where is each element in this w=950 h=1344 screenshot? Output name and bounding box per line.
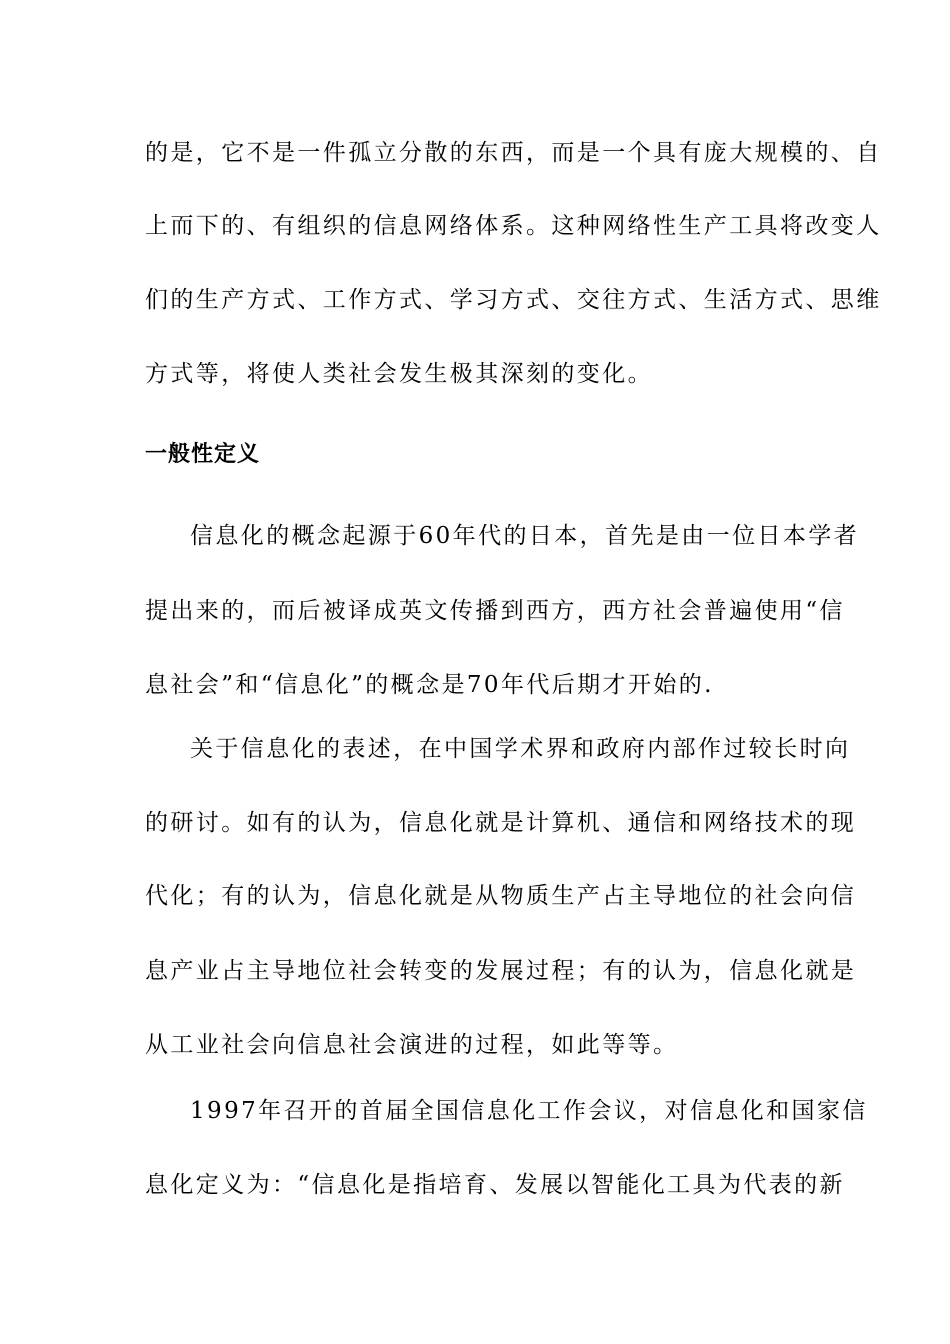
paragraph-line: 代化；有的认为，信息化就是从物质生产占主导地位的社会向信 (145, 883, 857, 909)
paragraph-line: 的研讨。如有的认为，信息化就是计算机、通信和网络技术的现 (145, 810, 857, 836)
paragraph-line: 1997年召开的首届全国信息化工作会议，对信息化和国家信 (190, 1098, 868, 1124)
paragraph-line: 息化定义为：“信息化是指培育、发展以智能化工具为代表的新 (145, 1172, 845, 1198)
paragraph-line: 从工业社会向信息社会演进的过程，如此等等。 (145, 1032, 679, 1058)
paragraph-line: 上而下的、有组织的信息网络体系。这种网络性生产工具将改变人 (145, 213, 882, 239)
paragraph-line: 信息化的概念起源于60年代的日本，首先是由一位日本学者 (190, 523, 860, 549)
paragraph-line: 关于信息化的表述，在中国学术界和政府内部作过较长时向 (190, 736, 851, 762)
paragraph-line: 提出来的，而后被译成英文传播到西方，西方社会普遍使用“信 (145, 598, 845, 624)
paragraph-line: 的是，它不是一件孤立分散的东西，而是一个具有庞大规模的、自 (145, 140, 882, 166)
paragraph-line: 息社会”和“信息化”的概念是70年代后期才开始的. (145, 672, 714, 698)
paragraph-line: 方式等，将使人类社会发生极其深刻的变化。 (145, 361, 653, 387)
section-heading: 一般性定义 (145, 442, 261, 467)
paragraph-line: 息产业占主导地位社会转变的发展过程；有的认为，信息化就是 (145, 958, 857, 984)
paragraph-line: 们的生产方式、工作方式、学习方式、交往方式、生活方式、思维 (145, 287, 882, 313)
